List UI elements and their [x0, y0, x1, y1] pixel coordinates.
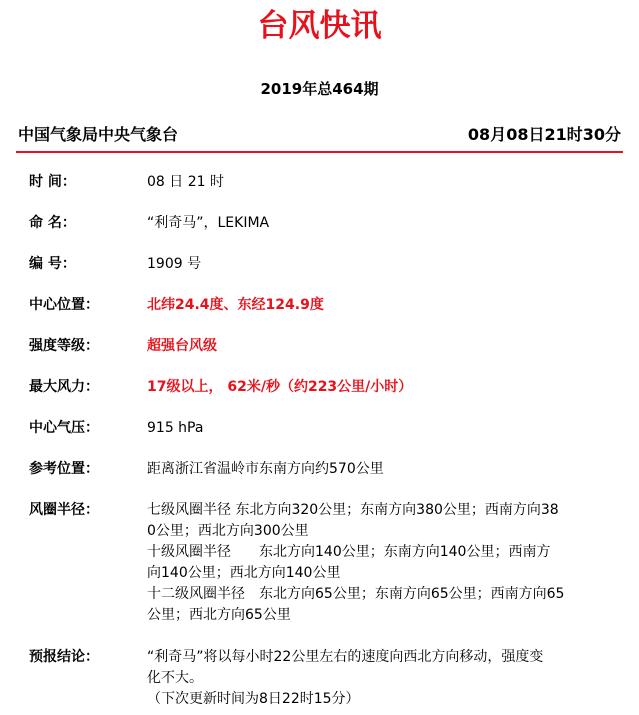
- field-label: 参考位置：: [29, 461, 99, 477]
- field-value: “利奇马”，LEKIMA: [147, 215, 270, 231]
- wind-radius-line: 七级风圈半径 东北方向320公里；东南方向380公里；西南方向38: [147, 502, 559, 518]
- forecast-line: 化不大。: [147, 670, 203, 686]
- wind-radius-line: 0公里；西北方向300公里: [147, 523, 309, 539]
- header-divider: [16, 151, 623, 153]
- field-value: 08 日 21 时: [147, 174, 224, 190]
- field-label: 中心位置：: [29, 297, 99, 313]
- forecast-line: （下次更新时间为8日22时15分）: [147, 691, 360, 707]
- wind-radius-line: 十级风圈半径 东北方向140公里；东南方向140公里；西南方: [147, 544, 551, 560]
- field-value: 北纬24.4度、东经124.9度: [147, 297, 324, 313]
- field-label: 强度等级：: [29, 338, 99, 354]
- agency-name: 中国气象局中央气象台: [18, 125, 179, 144]
- field-value: 1909 号: [147, 256, 202, 272]
- wind-radius-line: 十二级风圈半径 东北方向65公里；东南方向65公里；西南方向65: [147, 586, 565, 602]
- field-value: 915 hPa: [147, 420, 204, 436]
- field-label: 编 号：: [29, 256, 76, 272]
- issue-datetime: 08月08日21时30分: [467, 125, 621, 144]
- field-value: 17级以上， 62米/秒（约223公里/小时）: [147, 379, 413, 395]
- field-value: [147, 647, 612, 710]
- forecast-line: “利奇马”将以每小时22公里左右的速度向西北方向移动，强度变: [147, 649, 544, 665]
- field-value: 距离浙江省温岭市东南方向约570公里: [147, 461, 384, 477]
- field-label: 预报结论：: [29, 649, 99, 665]
- field-value: [147, 500, 612, 626]
- field-label: 命 名：: [29, 215, 76, 231]
- issue-number: 2019年总464期: [260, 80, 379, 98]
- wind-radius-line: 向140公里；西北方向140公里: [147, 565, 341, 581]
- field-label: 中心气压：: [29, 420, 99, 436]
- page-title: 台风快讯: [257, 8, 382, 44]
- wind-radius-line: 公里；西北方向65公里: [147, 607, 291, 623]
- field-label: 风圈半径：: [29, 502, 99, 518]
- field-label: 最大风力：: [29, 379, 99, 395]
- field-label: 时 间：: [29, 174, 76, 190]
- header-row: [18, 123, 621, 147]
- field-value: 超强台风级: [147, 338, 217, 354]
